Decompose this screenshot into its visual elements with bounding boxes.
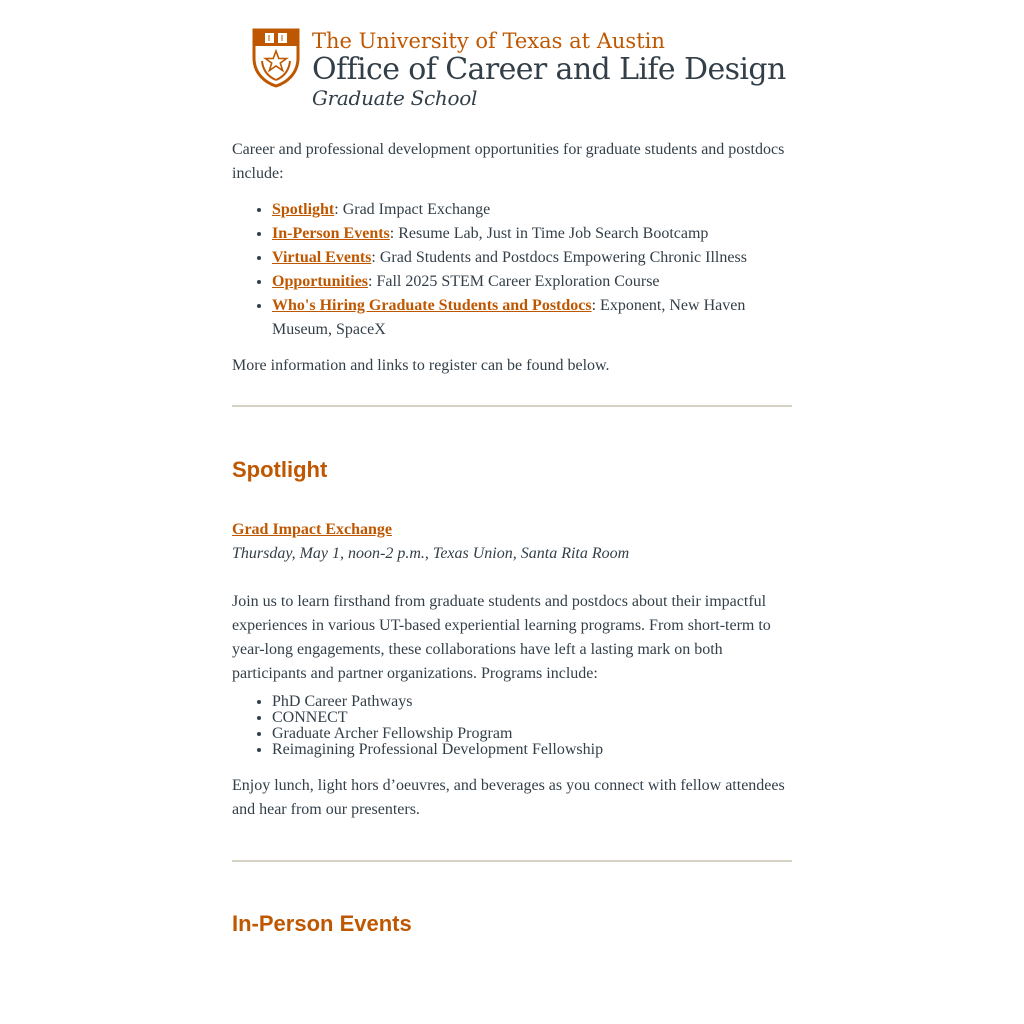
opportunities-link[interactable]: Opportunities: [272, 273, 369, 290]
header: [232, 0, 792, 118]
divider: [232, 860, 792, 862]
spotlight-link[interactable]: Spotlight: [272, 201, 335, 218]
newsletter-body: [232, 0, 792, 938]
more-info-text: More information and links to register can be found below.: [232, 357, 610, 374]
school-name: Graduate School: [312, 86, 478, 110]
list-item: [272, 246, 792, 270]
list-item: • Graduate Archer Fellowship Program: [272, 726, 792, 742]
virtual-events-link[interactable]: Virtual Events: [272, 249, 372, 266]
list-item: • PhD Career Pathways: [272, 694, 792, 710]
event-description: Join us to learn firsthand from graduate students and postdocs about their impactful experiences in various UT-based experiential learning programs. From short-term to year-long engagements, these collaborations have left a lasting mark on both participants and partner organizations. Programs include:: [232, 593, 771, 682]
list-item: [272, 198, 792, 222]
event-title-link[interactable]: Grad Impact Exchange: [232, 521, 392, 538]
list-item-text: : Grad Impact Exchange: [334, 201, 491, 218]
university-name: The University of Texas at Austin: [312, 29, 665, 53]
summary-list: [232, 198, 792, 342]
intro-text: Career and professional development opportunities for graduate students and postdocs include:: [232, 141, 785, 182]
section-heading-in-person-events: In-Person Events: [232, 911, 412, 936]
event-date-location: Thursday, May 1, noon-2 p.m., Texas Union, Santa Rita Room: [232, 545, 630, 562]
list-item: [272, 270, 792, 294]
list-item-text: : Fall 2025 STEM Career Exploration Course: [368, 273, 660, 290]
list-item: [272, 294, 792, 342]
list-item: • Reimagining Professional Development Fellowship: [272, 742, 792, 758]
ut-shield-logo-icon: [252, 28, 300, 88]
event-closing-text: Enjoy lunch, light hors d’oeuvres, and beverages as you connect with fellow attendees and hear from our presenters.: [232, 777, 785, 818]
whos-hiring-link[interactable]: Who's Hiring Graduate Students and Postdocs: [272, 297, 592, 314]
list-item-text: : Exponent, New Haven Museum, SpaceX: [272, 297, 746, 338]
office-name: Office of Career and Life Design: [312, 52, 786, 87]
programs-list: [232, 694, 792, 758]
section-heading-spotlight: Spotlight: [232, 457, 328, 482]
list-item: • CONNECT: [272, 710, 792, 726]
divider: [232, 405, 792, 407]
in-person-events-link[interactable]: In-Person Events: [272, 225, 390, 242]
list-item: [272, 222, 792, 246]
list-item-text: : Grad Students and Postdocs Empowering Chronic Illness: [371, 249, 747, 266]
list-item-text: : Resume Lab, Just in Time Job Search Bootcamp: [389, 225, 709, 242]
